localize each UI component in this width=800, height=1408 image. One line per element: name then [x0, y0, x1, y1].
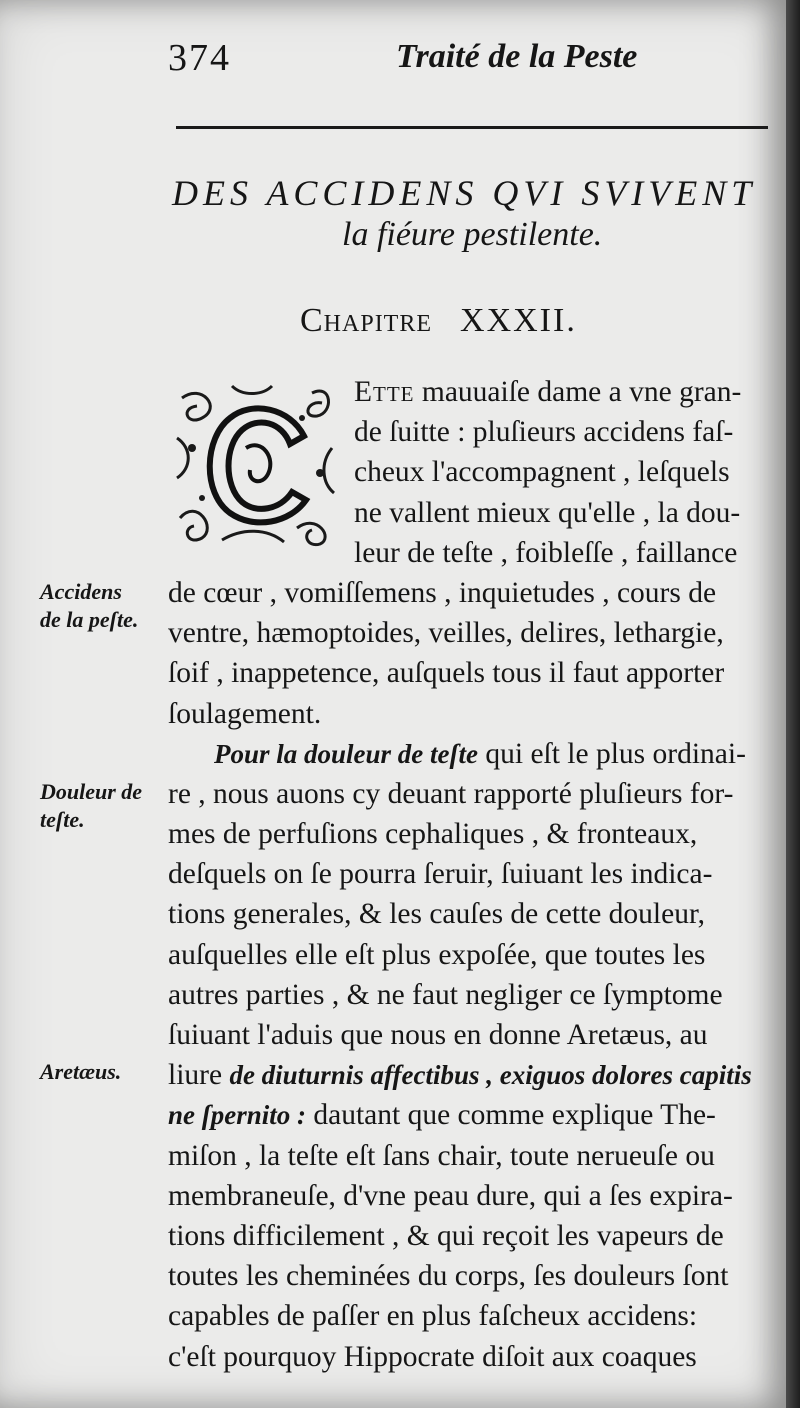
margin-note-accidens	[40, 578, 138, 634]
section-subtitle: la fiéure pestilente.	[342, 216, 603, 253]
text-line	[168, 1055, 772, 1095]
text-line: leur de teſte , foibleſſe , faillance	[354, 536, 738, 569]
line-lead: Ette	[354, 376, 415, 408]
text-line: re , nous auons cy deuant rapporté pluſieurs for-	[168, 777, 734, 810]
line-italic: Pour la douleur de teſte	[214, 738, 478, 769]
text-line: membraneuſe, d'vne peau dure, qui a ſes expira-	[168, 1179, 733, 1212]
text-line: tions difficilement , & qui reçoit les vapeurs de	[168, 1219, 724, 1252]
text-line: mes de perfuſions cephaliques , & fronteaux,	[168, 818, 698, 851]
chapter-heading	[300, 302, 577, 340]
text-line	[354, 372, 772, 412]
margin-note-douleur	[40, 778, 142, 834]
margin-note-line: Douleur de	[40, 779, 143, 804]
page-edge-shadow	[786, 0, 800, 1408]
line-text: dautant que comme explique The-	[306, 1099, 716, 1132]
page-number: 374	[168, 37, 231, 79]
text-line: cheux l'accompagnent , leſquels	[354, 456, 730, 489]
text-line: de ſuitte : pluſieurs accidens faſ-	[354, 416, 734, 449]
section-title: DES ACCIDENS QVI SVIVENT	[172, 173, 757, 213]
margin-note-line: Aretæus.	[40, 1059, 122, 1084]
margin-note-line: Accidens	[40, 579, 122, 604]
body-text	[168, 372, 772, 1377]
chapter-label: Chapitre	[300, 302, 433, 339]
line-text: qui eſt le plus ordinai-	[478, 737, 746, 770]
text-line: ventre, hæmoptoides, veilles, delires, lethargie,	[168, 617, 724, 650]
text-line: miſon , la teſte eſt ſans chair, toute nerueuſe ou	[168, 1139, 715, 1172]
header-rule	[176, 126, 768, 129]
margin-note-line: teſte.	[40, 807, 85, 832]
line-text: mauuaiſe dame a vne gran-	[414, 376, 742, 408]
line-text: liure	[168, 1059, 230, 1092]
text-line: tions generales, & les cauſes de cette douleur,	[168, 898, 705, 931]
margin-note-aretaeus	[40, 1058, 121, 1086]
text-line: de cœur , vomiſſemens , inquietudes , cours de	[168, 576, 717, 609]
page-header	[0, 28, 790, 88]
text-line: capables de paſſer en plus faſcheux accidens:	[168, 1300, 698, 1333]
chapter-number: XXXII.	[460, 302, 577, 339]
text-line	[168, 1095, 772, 1135]
text-line	[214, 734, 772, 774]
line-italic: ne ſpernito :	[168, 1100, 306, 1131]
text-line: ſoif , inappetence, auſquels tous il faut apporter	[168, 657, 725, 690]
margin-note-line: de la peſte.	[40, 607, 139, 632]
line-italic: de diuturnis affectibus , exiguos dolores capitis	[229, 1060, 752, 1091]
text-line: c'eſt pourquoy Hippocrate diſoit aux coaques	[168, 1340, 697, 1373]
text-line: ſoulagement.	[168, 697, 322, 730]
running-title: Traité de la Peste	[396, 38, 638, 75]
text-line: deſquels on ſe pourra ſeruir, ſuiuant les indica-	[168, 858, 713, 891]
text-line: auſquelles elle eſt plus expoſée, que toutes les	[168, 938, 706, 971]
text-line: autres parties , & ne faut negliger ce ſymptome	[168, 978, 723, 1011]
text-line: toutes les cheminées du corps, ſes douleurs ſont	[168, 1260, 729, 1293]
text-line: ne vallent mieux qu'elle , la dou-	[354, 496, 741, 529]
text-line: ſuiuant l'aduis que nous en donne Aretæus, au	[168, 1019, 708, 1051]
